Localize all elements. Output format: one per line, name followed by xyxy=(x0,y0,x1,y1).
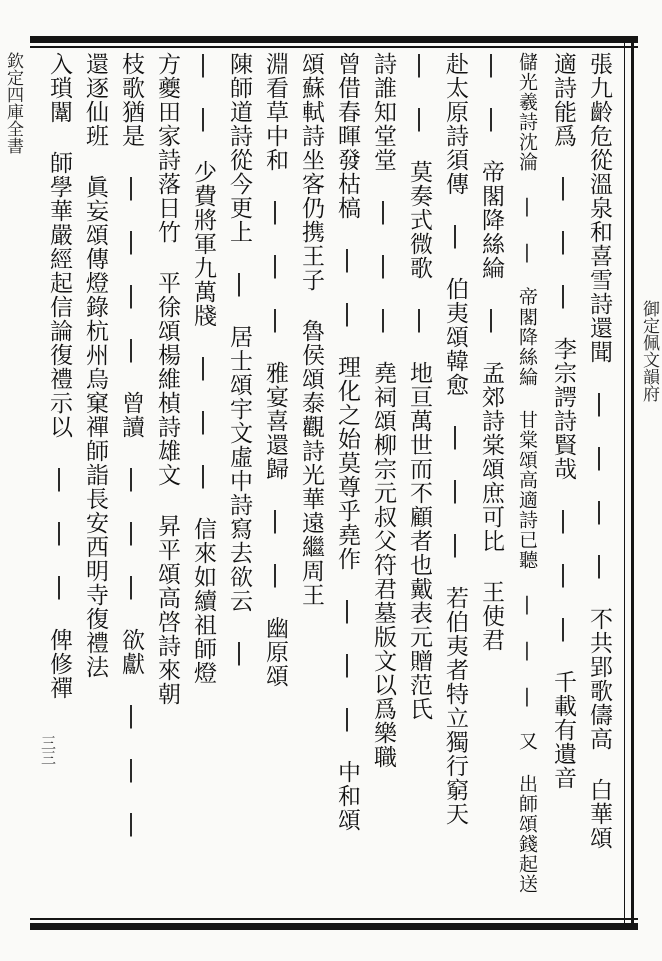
text-column-8: 曾借春暉發枯槁 | | 理化之始莫尊乎堯作 | | | 中和頌 xyxy=(334,52,360,832)
text-column-13: 方夔田家詩落日竹 平徐頌楊維楨詩雄文 昇平頌高啓詩來朝 xyxy=(154,52,180,706)
text-column-9: 頌蘇軾詩坐客仍携王子 魯侯頌泰觀詩光華遠繼周王 xyxy=(298,52,324,607)
text-column-7: 詩誰知堂堂 | | | 堯祠頌柳宗元叔父符君墓版文以爲樂職 xyxy=(370,52,396,769)
text-column-12: | | 少費將軍九萬牋 | | | 信來如續祖師燈 xyxy=(190,52,216,685)
top-border-thin xyxy=(30,46,638,48)
page-number: 三三 xyxy=(39,735,57,765)
text-column-14: 枝歌猶是 | | | | 曾讀 | | | 欲獻 | | | xyxy=(118,52,144,838)
text-column-6: | | 莫奏式微歌 | 地亘萬世而不顧者也戴表元贈范氏 xyxy=(406,52,432,721)
top-border-thick xyxy=(30,36,638,43)
text-column-3: 儲光羲詩沈淪 | | 帝閣降絲綸 甘棠頌高適詩已聽 | | | 又 出師頌錢起送 xyxy=(516,52,538,894)
bottom-border-thick xyxy=(30,923,638,930)
text-column-5: 赴太原詩須傳 | 伯夷頌韓愈 | | | 若伯夷者特立獨行窮天 xyxy=(442,52,468,826)
text-column-16: 入瑣闈 師學華嚴經起信論復禮示以 | | | 俾修禪 xyxy=(46,52,72,700)
text-column-2: 適詩能爲 | | | 李宗諤詩賢哉 | | | 千載有遺音 xyxy=(550,52,576,790)
margin-title-left: 欽定四庫全書 xyxy=(3,52,23,154)
text-column-1: 張九齡危從溫泉和喜雪詩還聞 | | | | 不共郢歌儔高 白華頌 xyxy=(586,52,612,850)
text-column-10: 淵看草中和 | | | 雅宴喜還歸 | | 幽原頌 xyxy=(262,52,288,688)
text-column-15: 還逐仙班 眞妄頌傳燈錄杭州烏窠禪師詣長安西明寺復禮法 xyxy=(82,52,108,679)
text-column-11: 陳師道詩從今更上 | 居士頌宇文虛中詩寫去欲云 | xyxy=(226,52,252,667)
right-border xyxy=(631,36,634,930)
source-note: 御定佩文韻府 xyxy=(639,300,659,402)
right-border-inner xyxy=(624,36,625,930)
text-column-4: | | 帝閣降絲綸 | 孟郊詩棠頌庶可比 王使君 xyxy=(478,52,504,652)
bottom-border-thin xyxy=(30,918,638,920)
